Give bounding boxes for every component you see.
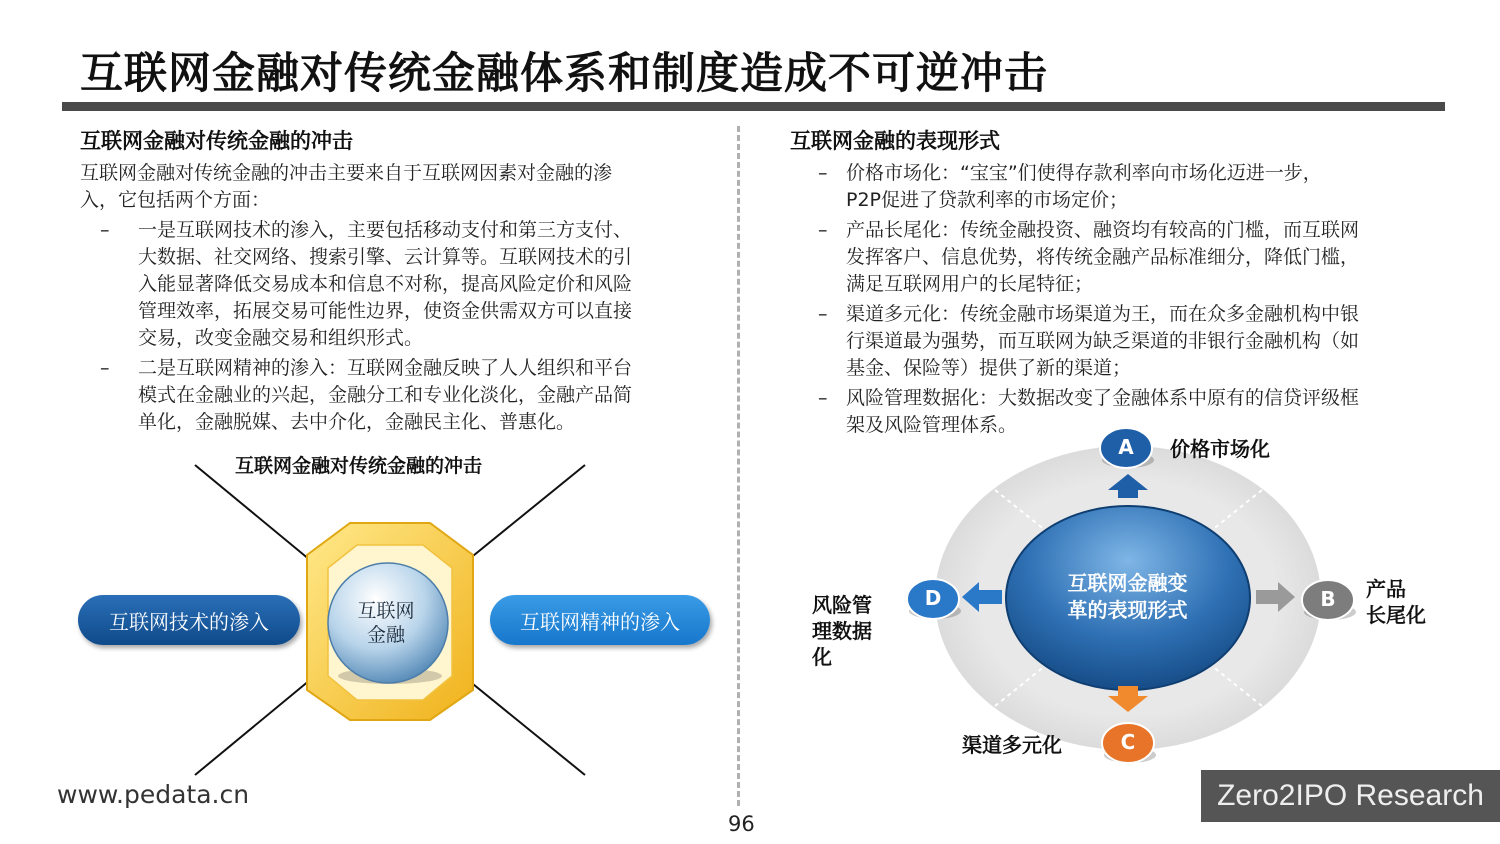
- label-line: 理数据: [812, 619, 872, 643]
- bullet-line: 产品长尾化：传统金融投资、融资均有较高的门槛，而互联网: [846, 219, 1360, 241]
- center-label-line: 革的表现形式: [1067, 598, 1188, 622]
- label-channels: 渠道多元化: [962, 733, 1062, 757]
- bullet-line: 满足互联网用户的长尾特征；: [846, 273, 1094, 295]
- cross-line: [468, 680, 585, 775]
- left-intro-line: 入，它包括两个方面：: [80, 189, 271, 211]
- dash-marker: –: [818, 219, 828, 241]
- cross-line: [468, 465, 585, 560]
- center-label-line: 互联网金融变: [1067, 571, 1188, 595]
- orb-label-line: 互联网: [357, 600, 415, 622]
- diagram-title: 互联网金融对传统金融的冲击: [235, 455, 483, 477]
- bullet-line: 价格市场化：“宝宝”们使得存款利率向市场化迈进一步，: [846, 162, 1322, 184]
- label-line: 产品: [1366, 577, 1406, 601]
- bullet-line: 单化，金融脱媒、去中介化，金融民主化、普惠化。: [138, 411, 576, 433]
- website-link[interactable]: www.pedata.cn: [57, 780, 250, 809]
- cross-line: [195, 680, 310, 775]
- dash-marker: –: [818, 162, 828, 184]
- badge-c-letter: C: [1120, 730, 1136, 754]
- dash-marker: –: [818, 303, 828, 325]
- brand-logo: Zero2IPO Research: [1201, 770, 1500, 822]
- dash-marker: –: [818, 387, 828, 409]
- left-intro-line: 互联网金融对传统金融的冲击主要来自于互联网因素对金融的渗: [80, 162, 613, 184]
- bullet-line: 大数据、社交网络、搜索引擎、云计算等。互联网技术的引: [138, 246, 633, 268]
- label-line: 风险管: [812, 593, 872, 617]
- spirit-infiltration-pill: 互联网精神的渗入: [490, 595, 710, 645]
- dash-marker: –: [100, 357, 110, 379]
- orb-label-line: 金融: [366, 624, 405, 646]
- bullet-line: 行渠道最为强势，而互联网为缺乏渠道的非银行金融机构（如: [846, 330, 1360, 352]
- orb-label: [340, 599, 432, 647]
- label-price: 价格市场化: [1170, 437, 1270, 461]
- page-number: 96: [728, 812, 755, 836]
- cross-line: [195, 465, 310, 560]
- bullet-line: P2P促进了贷款利率的市场定价；: [846, 189, 1129, 211]
- badge-b-letter: B: [1320, 587, 1336, 611]
- bullet-line: 二是互联网精神的渗入：互联网金融反映了人人组织和平台: [138, 357, 633, 379]
- tech-infiltration-pill: 互联网技术的渗入: [78, 595, 300, 645]
- bullet-line: 入能显著降低交易成本和信息不对称，提高风险定价和风险: [138, 273, 633, 295]
- bullet-line: 模式在金融业的兴起，金融分工和专业化淡化，金融产品简: [138, 384, 633, 406]
- badge-d-letter: D: [924, 586, 942, 610]
- label-long-tail: [1366, 576, 1426, 628]
- dash-marker: –: [100, 219, 110, 241]
- center-ellipse-label: [1035, 570, 1220, 624]
- page-title: 互联网金融对传统金融体系和制度造成不可逆冲击: [80, 49, 1048, 99]
- label-line: 化: [812, 645, 832, 669]
- bullet-line: 一是互联网技术的渗入，主要包括移动支付和第三方支付、: [138, 219, 633, 241]
- left-heading: 互联网金融对传统金融的冲击: [80, 129, 353, 153]
- right-heading: 互联网金融的表现形式: [790, 129, 1000, 153]
- bullet-line: 渠道多元化：传统金融市场渠道为王，而在众多金融机构中银: [846, 303, 1360, 325]
- bullet-line: 管理效率，拓展交易可能性边界，使资金供需双方可以直接: [138, 300, 633, 322]
- bullet-line: 基金、保险等）提供了新的渠道；: [846, 357, 1132, 379]
- bullet-line: 发挥客户、信息优势，将传统金融产品标准细分，降低门槛，: [846, 246, 1360, 268]
- bullet-line: 交易，改变金融交易和组织形式。: [138, 327, 424, 349]
- bullet-line: 架及风险管理体系。: [846, 414, 1018, 436]
- label-line: 长尾化: [1366, 603, 1426, 627]
- bullet-line: 风险管理数据化：大数据改变了金融体系中原有的信贷评级框: [846, 387, 1360, 409]
- badge-a-letter: A: [1118, 435, 1134, 459]
- label-risk-data: [812, 592, 872, 670]
